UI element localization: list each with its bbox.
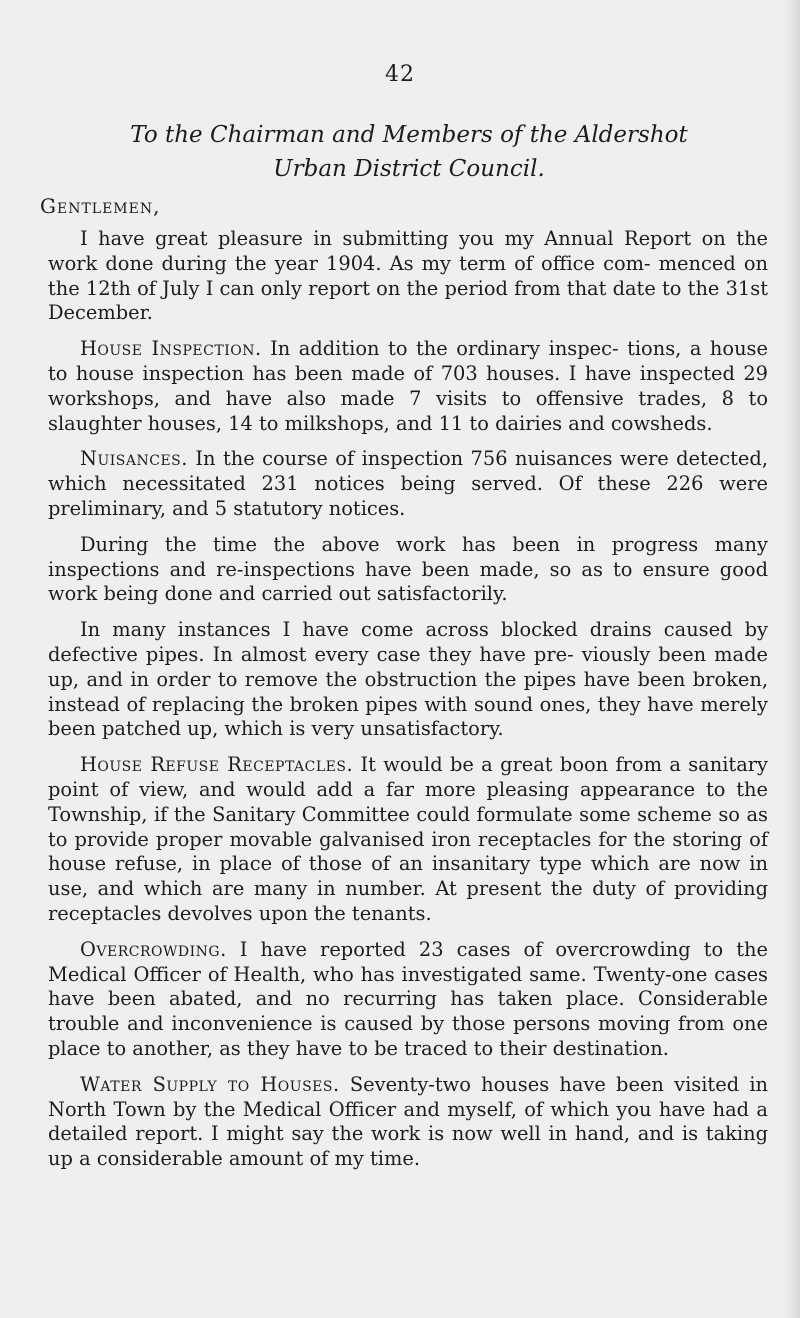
section-lead: House Inspection.: [80, 337, 262, 361]
paragraph-water-supply: [48, 1073, 768, 1172]
paragraph-refuse-receptacles: [48, 753, 768, 927]
section-lead: Overcrowding.: [80, 937, 227, 961]
paragraph-blocked-drains: [48, 618, 768, 742]
page-edge-shadow: [786, 0, 800, 1318]
section-lead: House Refuse Receptacles.: [80, 753, 354, 777]
paragraph-text: In many instances I have come across blocked drains caused by defective pipes. In almost every case they have pre- viously been made up, and in order to remove the obstruction the pipes have been broken, instead of replacing the broken pipes with sound ones, they have merely been patched up, which is very unsatisfactory.: [48, 618, 768, 741]
paragraph-text: In addition to the ordinary inspec- tions, a house to house inspection has been made of 703 houses. I have inspected 29 workshops, and have also made 7 visits to offensive trades, 8 to slaughter houses, 14 to milkshops, and 11 to dairies and cowsheds.: [48, 337, 768, 435]
paragraph-text: It would be a great boon from a sanitary point of view, and would add a far more pleasing appearance to the Township, if the Sanitary Committee could formulate some scheme so as to provide proper movable galvanised iron receptacles for the storing of house refuse, in place of those of an insanitary type which are now in use, and which are many in number. At present the duty of providing receptacles devolves upon the tenants.: [48, 753, 768, 925]
address-heading-line-2: Urban District Council.: [273, 156, 545, 182]
paragraph-intro: [48, 227, 768, 326]
paragraph-text: During the time the above work has been in progress many inspections and re-inspections have been made, so as to ensure good work being done and carried out satisfactorily.: [48, 532, 768, 606]
paragraph-text: I have great pleasure in submitting you my Annual Report on the work done during the year 1904. As my term of office com- menced on the 12th of July I can only report on the period from that date to the 31st December.: [48, 227, 768, 325]
report-body: [48, 227, 768, 1183]
paragraph-overcrowding: [48, 938, 768, 1062]
section-lead: Nuisances.: [80, 447, 188, 471]
paragraph-nuisances: [48, 447, 768, 521]
page-number: 42: [385, 62, 415, 87]
paragraph-progress: [48, 533, 768, 607]
section-lead: Water Supply to Houses.: [80, 1072, 340, 1096]
paragraph-text: Seventy-two houses have been visited in North Town by the Medical Officer and myself, of which you have had a detailed report. I might say the work is now well in hand, and is taking up a considerable amount of my time.: [48, 1072, 769, 1171]
address-heading-line-1: To the Chairman and Members of the Aldershot: [130, 122, 688, 148]
paragraph-text: I have reported 23 cases of overcrowding to the Medical Officer of Health, who has investigated same. Twenty-one cases have been abated, and no recurring has taken place. Considerable trouble and inconvenience is caused by those persons moving from one place to another, as they have to be traced to their destination.: [48, 937, 768, 1060]
paragraph-text: In the course of inspection 756 nuisances were detected, which necessitated 231 notices being served. Of these 226 were preliminary, and 5 statutory notices.: [48, 447, 768, 520]
paragraph-house-inspection: [48, 337, 768, 436]
salutation: Gentlemen,: [40, 194, 161, 218]
